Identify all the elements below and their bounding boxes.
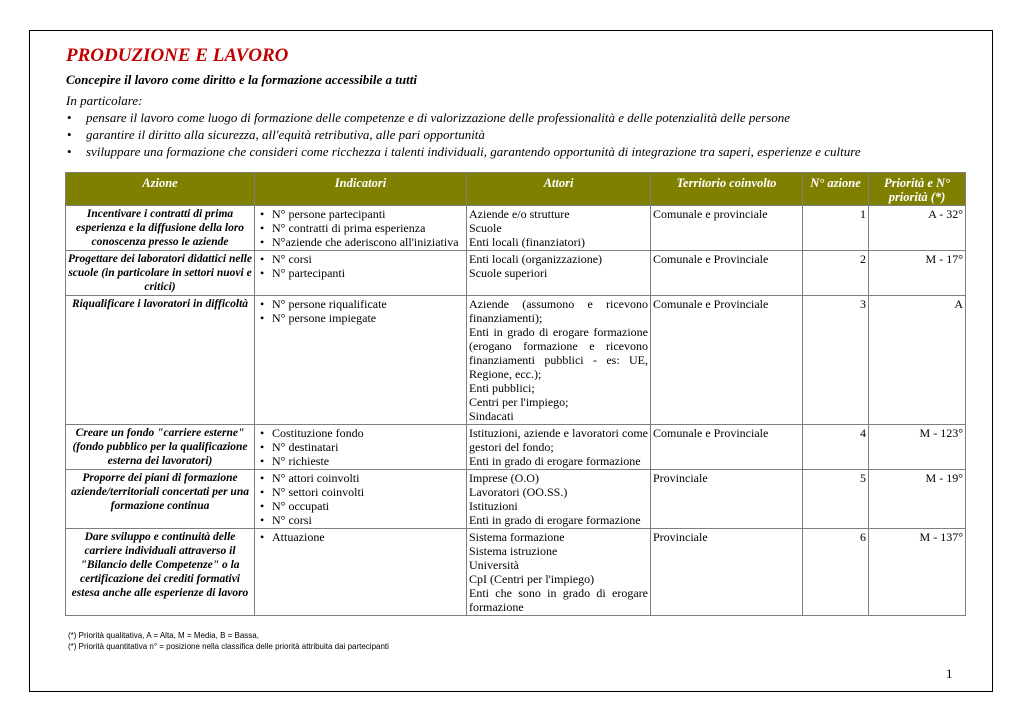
indicator-list <box>257 426 464 468</box>
cell-priorita: A - 32° <box>869 206 966 251</box>
table-row <box>66 251 966 296</box>
indicator-item: • Attuazione <box>257 530 464 544</box>
cell-priorita: A <box>869 296 966 425</box>
cell-azione: Progettare dei laboratori didattici nelle scuole (in particolare in settori nuovi e critici) <box>66 251 255 296</box>
cell-priorita: M - 19° <box>869 470 966 529</box>
header-priorita: Priorità e N° priorità (*) <box>869 173 966 206</box>
indicator-item: • N° destinatari <box>257 440 464 454</box>
attore-line: Università <box>469 558 519 572</box>
document-title: PRODUZIONE E LAVORO <box>66 45 289 66</box>
indicator-item: • N° contratti di prima esperienza <box>257 221 464 235</box>
attore-line: Enti pubblici; <box>469 381 535 395</box>
indicator-item: • Costituzione fondo <box>257 426 464 440</box>
attore-line: Istituzioni <box>469 499 518 513</box>
header-azione: Azione <box>66 173 255 206</box>
cell-territorio: Provinciale <box>651 529 803 616</box>
header-attori: Attori <box>467 173 651 206</box>
intro-bullet-list <box>66 109 966 160</box>
indicator-item: • N°aziende che aderiscono all'iniziativa <box>257 235 464 249</box>
cell-territorio: Comunale e Provinciale <box>651 296 803 425</box>
page-number: 1 <box>946 666 953 681</box>
cell-azione: Incentivare i contratti di prima esperienza e la diffusione della loro conoscenza presso le aziende <box>66 206 255 251</box>
indicator-item: • N° corsi <box>257 513 464 527</box>
cell-territorio: Comunale e provinciale <box>651 206 803 251</box>
indicator-item: • N° settori coinvolti <box>257 485 464 499</box>
attore-line: Imprese (O.O) <box>469 471 539 485</box>
indicator-list <box>257 471 464 527</box>
attore-line: Istituzioni, aziende e lavoratori come gestori del fondo; <box>469 426 648 454</box>
cell-attori <box>467 529 651 616</box>
cell-attori <box>467 251 651 296</box>
table-row <box>66 425 966 470</box>
indicator-item: • N° partecipanti <box>257 266 464 280</box>
attore-line: Aziende (assumono e ricevono finanziamenti); <box>469 297 648 325</box>
attore-line: Enti locali (finanziatori) <box>469 235 585 249</box>
indicator-item: • N° occupati <box>257 499 464 513</box>
cell-priorita: M - 137° <box>869 529 966 616</box>
cell-numero-azione: 6 <box>803 529 869 616</box>
cell-azione: Riqualificare i lavoratori in difficoltà <box>66 296 255 425</box>
cell-numero-azione: 4 <box>803 425 869 470</box>
cell-territorio: Comunale e Provinciale <box>651 425 803 470</box>
cell-attori <box>467 470 651 529</box>
attore-line: Lavoratori (OO.SS.) <box>469 485 568 499</box>
cell-numero-azione: 2 <box>803 251 869 296</box>
indicator-item: • N° persone riqualificate <box>257 297 464 311</box>
footnotes <box>68 630 389 652</box>
intro-bullet: • pensare il lavoro come luogo di formazione delle competenze e di valorizzazione delle professionalità e delle potenzialità delle persone <box>66 109 966 126</box>
cell-attori <box>467 296 651 425</box>
cell-attori <box>467 425 651 470</box>
attore-line: Scuole <box>469 221 502 235</box>
header-numero-azione: N° azione <box>803 173 869 206</box>
actions-table <box>65 172 966 616</box>
cell-indicatori <box>255 425 467 470</box>
indicator-list <box>257 207 464 249</box>
cell-numero-azione: 5 <box>803 470 869 529</box>
table-row <box>66 529 966 616</box>
cell-numero-azione: 1 <box>803 206 869 251</box>
footnote: (*) Priorità qualitativa, A = Alta, M = Media, B = Bassa, <box>68 631 259 640</box>
indicator-item: • N° persone partecipanti <box>257 207 464 221</box>
indicator-list <box>257 530 464 544</box>
table-header-row <box>66 173 966 206</box>
intro-text: In particolare: <box>66 93 143 108</box>
cell-priorita: M - 17° <box>869 251 966 296</box>
cell-indicatori <box>255 470 467 529</box>
attore-line: Sistema istruzione <box>469 544 558 558</box>
cell-azione: Creare un fondo "carriere esterne" (fondo pubblico per la qualificazione esterna dei lavoratori) <box>66 425 255 470</box>
table-row <box>66 470 966 529</box>
attore-line: Aziende e/o strutture <box>469 207 570 221</box>
table-row <box>66 206 966 251</box>
attore-line: Sistema formazione <box>469 530 565 544</box>
indicator-item: • N° corsi <box>257 252 464 266</box>
cell-azione: Proporre dei piani di formazione aziende/territoriali concertati per una formazione continua <box>66 470 255 529</box>
indicator-list <box>257 297 464 325</box>
indicator-item: • N° persone impiegate <box>257 311 464 325</box>
attore-line: CpI (Centri per l'impiego) <box>469 572 595 586</box>
attore-line: Scuole superiori <box>469 266 548 280</box>
cell-indicatori <box>255 251 467 296</box>
attore-line: Enti locali (organizzazione) <box>469 252 603 266</box>
cell-indicatori <box>255 296 467 425</box>
cell-attori <box>467 206 651 251</box>
intro-bullet: • garantire il diritto alla sicurezza, all'equità retributiva, alle pari opportunità <box>66 126 966 143</box>
cell-priorita: M - 123° <box>869 425 966 470</box>
attore-line: Enti in grado di erogare formazione <box>469 454 641 468</box>
indicator-list <box>257 252 464 280</box>
cell-territorio: Provinciale <box>651 470 803 529</box>
cell-azione: Dare sviluppo e continuità delle carriere individuali attraverso il "Bilancio delle Competenze" o la certificazione dei crediti formativi estesa anche alle esperienze di lavoro <box>66 529 255 616</box>
cell-indicatori <box>255 529 467 616</box>
table-row <box>66 296 966 425</box>
intro-bullet: • sviluppare una formazione che consideri come ricchezza i talenti individuali, garantendo opportunità di integrazione tra saperi, esperienze e culture <box>66 143 966 160</box>
attore-line: Centri per l'impiego; <box>469 395 569 409</box>
footnote: (*) Priorità quantitativa n° = posizione nella classifica delle priorità attribuita dai partecipanti <box>68 642 389 651</box>
attore-line: Sindacati <box>469 409 514 423</box>
indicator-item: • N° attori coinvolti <box>257 471 464 485</box>
header-territorio: Territorio coinvolto <box>651 173 803 206</box>
document-subtitle: Concepire il lavoro come diritto e la formazione accessibile a tutti <box>66 72 417 87</box>
cell-territorio: Comunale e Provinciale <box>651 251 803 296</box>
header-indicatori: Indicatori <box>255 173 467 206</box>
cell-indicatori <box>255 206 467 251</box>
indicator-item: • N° richieste <box>257 454 464 468</box>
cell-numero-azione: 3 <box>803 296 869 425</box>
document-header <box>66 44 966 160</box>
attore-line: Enti in grado di erogare formazione (erogano formazione e ricevono finanziamenti pubblici - es: UE, Regione, ecc.); <box>469 325 648 381</box>
attore-line: Enti in grado di erogare formazione <box>469 513 641 527</box>
attore-line: Enti che sono in grado di erogare formazione <box>469 586 648 614</box>
